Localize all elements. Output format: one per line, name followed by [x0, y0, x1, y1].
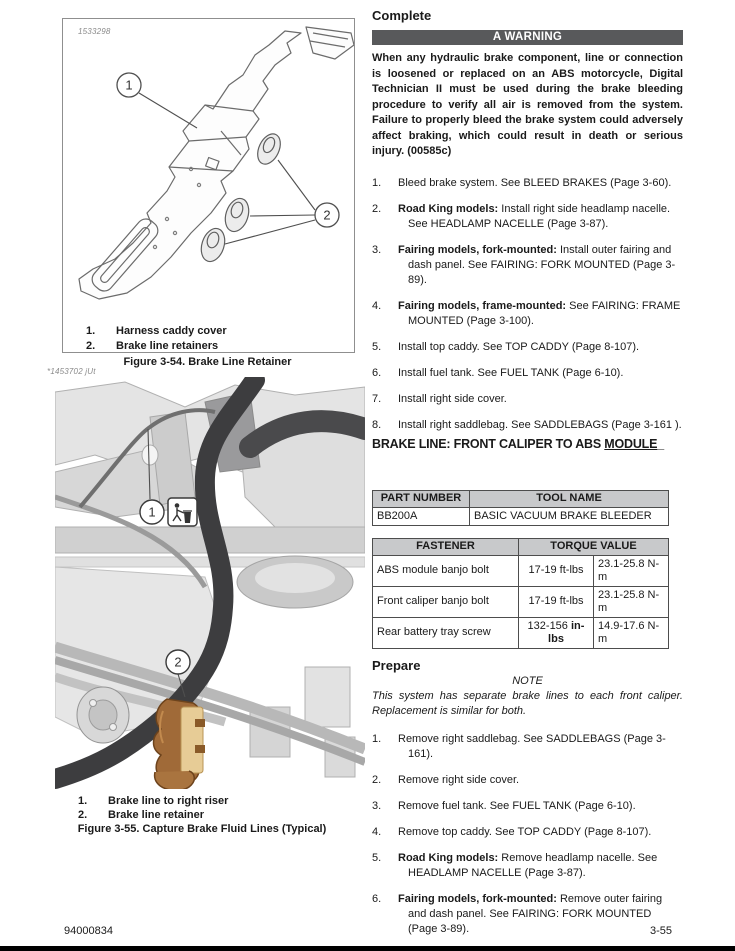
brake-line-retainer-highlight: [154, 699, 206, 789]
step-number: 5.: [372, 852, 382, 864]
step-text: Remove headlamp nacelle. See HEADLAMP NACELLE (Page 3-87).: [408, 852, 658, 879]
warning-text: When any hydraulic brake component, line or connection is loosened or replaced on an ABS motorcycle, Digital Technician II must be used during the brake bleeding procedure to verify all air is removed from the system. Failure to properly bleed the brake system could adversely affect braking, which could result in death or serious injury. (00585c): [372, 52, 683, 157]
step-text: Remove right side cover.: [398, 774, 520, 786]
table-cell: BB200A: [373, 508, 470, 526]
legend-item: [78, 808, 204, 822]
list-item: [372, 243, 683, 288]
legend-item: [86, 324, 227, 338]
table-cell: 17-19 ft-lbs: [519, 587, 594, 618]
table-header-cell: TOOL NAME: [470, 490, 669, 508]
table-header-cell: FASTENER: [373, 538, 519, 556]
step-text: Install outer fairing and dash panel. See FAIRING: FORK MOUNTED (Page 3-89).: [408, 243, 676, 286]
step-text: Remove outer fairing and dash panel. See FAIRING: FORK MOUNTED (Page 3-89).: [408, 893, 663, 935]
callout-1-badge: [117, 73, 141, 97]
note-text: This system has separate brake lines to each front caliper. Replacement is similar for both.: [372, 690, 683, 717]
callout-1-number: 1: [125, 77, 133, 93]
table-cell: ABS module banjo bolt: [373, 556, 519, 587]
step-number: 2.: [372, 774, 382, 786]
step-lead: Fairing models, frame-mounted:: [398, 299, 567, 312]
table-header-cell: PART NUMBER: [373, 490, 470, 508]
step-text: Install right side cover.: [398, 392, 507, 405]
step-lead: Fairing models, fork-mounted:: [398, 893, 557, 905]
page-number: 3-55: [649, 925, 672, 937]
table-cell: [519, 618, 594, 649]
callout-1-number: 1: [148, 504, 156, 520]
table-cell: Rear battery tray screw: [373, 618, 519, 649]
list-item: [372, 732, 683, 762]
step-number: 8.: [372, 418, 382, 431]
legend-item-label: Brake line retainers: [116, 340, 219, 352]
step-text: Remove top caddy. See TOP CADDY (Page 8-107).: [398, 826, 652, 838]
step-lead: Road King models:: [398, 852, 499, 864]
legend-item-label: Harness caddy cover: [116, 325, 227, 337]
list-item: [372, 892, 683, 937]
step-text: Bleed brake system. See BLEED BRAKES (Page 3-60).: [398, 176, 672, 189]
table-row: [373, 556, 669, 587]
harness-caddy-drawing: [63, 19, 354, 352]
brake-line-section-heading: [372, 437, 683, 452]
legend-item: [86, 339, 218, 353]
step-lead: Road King models:: [398, 202, 499, 215]
step-number: 2.: [372, 202, 382, 215]
legend-item-number: 2.: [86, 340, 96, 352]
step-number: 4.: [372, 299, 382, 312]
table-header-cell: TORQUE VALUE: [519, 538, 669, 556]
figure-3-54: [62, 18, 355, 353]
list-item: [372, 851, 683, 881]
heading-trailing-mark: _: [657, 436, 665, 451]
step-text: Remove fuel tank. See FUEL TANK (Page 6-10).: [398, 800, 636, 812]
list-item: [372, 799, 683, 814]
brake-fluid-lines-illustration: [55, 377, 365, 789]
legend-item-label: Brake line to right riser: [108, 795, 229, 807]
figure-3-55: [55, 377, 365, 789]
step-number: 4.: [372, 826, 382, 838]
list-item: [372, 366, 683, 381]
list-item: [372, 418, 683, 433]
legend-item-number: 2.: [78, 809, 88, 821]
legend-item-number: 1.: [78, 795, 88, 807]
step-number: 5.: [372, 340, 382, 353]
prepare-steps-list: [372, 732, 683, 937]
torque-unit-bold: in-lbs: [548, 619, 585, 645]
step-number: 3.: [372, 243, 382, 256]
figure-3-54-caption: Figure 3-54. Brake Line Retainer: [123, 356, 292, 368]
table-cell: 17-19 ft-lbs: [519, 556, 594, 587]
table-cell: Front caliper banjo bolt: [373, 587, 519, 618]
list-item: [372, 176, 683, 191]
heading-text: BRAKE LINE: FRONT CALIPER TO ABS: [372, 436, 605, 451]
complete-heading: Complete: [372, 8, 432, 23]
callout-2-badge: [315, 203, 339, 227]
step-text: Install right saddlebag. See SADDLEBAGS (Page 3-161 ).: [398, 418, 682, 431]
callout-1-badge: [140, 500, 164, 524]
torque-table: [372, 538, 669, 650]
step-number: 3.: [372, 800, 382, 812]
table-row: [373, 618, 669, 649]
step-number: 6.: [372, 893, 382, 905]
note-label: NOTE: [512, 675, 543, 687]
table-cell: BASIC VACUUM BRAKE BLEEDER: [470, 508, 669, 526]
warning-banner: A WARNING: [372, 30, 683, 45]
table-header-row: [373, 490, 669, 508]
caliper-detail: [77, 687, 129, 743]
figure-3-55-caption: Figure 3-55. Capture Brake Fluid Lines (Typical): [77, 823, 327, 835]
callout-2-number: 2: [174, 654, 182, 670]
table-cell: 23.1-25.8 N-m: [594, 556, 669, 587]
document-number: 94000834: [64, 925, 113, 937]
list-item: [372, 202, 683, 232]
legend-item-label: Brake line retainer: [108, 809, 204, 821]
step-lead: Fairing models, fork-mounted:: [398, 243, 557, 256]
callout-2-badge: [166, 650, 190, 674]
step-text: Install fuel tank. See FUEL TANK (Page 6-10).: [398, 366, 624, 379]
table-row: [373, 587, 669, 618]
legend-item: [78, 794, 228, 808]
step-text: Install top caddy. See TOP CADDY (Page 8-107).: [398, 340, 640, 353]
figure-watermark: *1453702 jUt: [47, 367, 96, 376]
list-item: [372, 773, 683, 788]
list-item: [372, 299, 683, 329]
dispose-in-trash-icon: [168, 498, 197, 526]
legend-item-number: 1.: [86, 325, 96, 337]
step-number: 1.: [372, 176, 382, 189]
text-column: [372, 8, 683, 948]
prepare-heading: Prepare: [372, 658, 421, 673]
heading-underlined-text: MODULE: [604, 436, 658, 451]
table-cell: 14.9-17.6 N-m: [594, 618, 669, 649]
figure-watermark: 1533298: [78, 27, 111, 36]
step-number: 6.: [372, 366, 382, 379]
step-text: See FAIRING: FRAME MOUNTED (Page 3-100).: [408, 299, 681, 327]
page-bottom-bar: [0, 946, 735, 951]
table-cell: 23.1-25.8 N-m: [594, 587, 669, 618]
list-item: [372, 392, 683, 407]
step-number: 1.: [372, 733, 382, 745]
list-item: [372, 825, 683, 840]
step-number: 7.: [372, 392, 382, 405]
tool-table: [372, 490, 669, 526]
step-text: Install right side headlamp nacelle. See HEADLAMP NACELLE (Page 3-87).: [408, 202, 671, 230]
complete-steps-list: [372, 176, 683, 433]
torque-value: 132-156: [527, 619, 571, 632]
callout-2-number: 2: [323, 207, 331, 223]
table-row: [373, 508, 669, 526]
list-item: [372, 340, 683, 355]
table-header-row: [373, 538, 669, 556]
step-text: Remove right saddlebag. See SADDLEBAGS (Page 3-161).: [398, 733, 666, 760]
